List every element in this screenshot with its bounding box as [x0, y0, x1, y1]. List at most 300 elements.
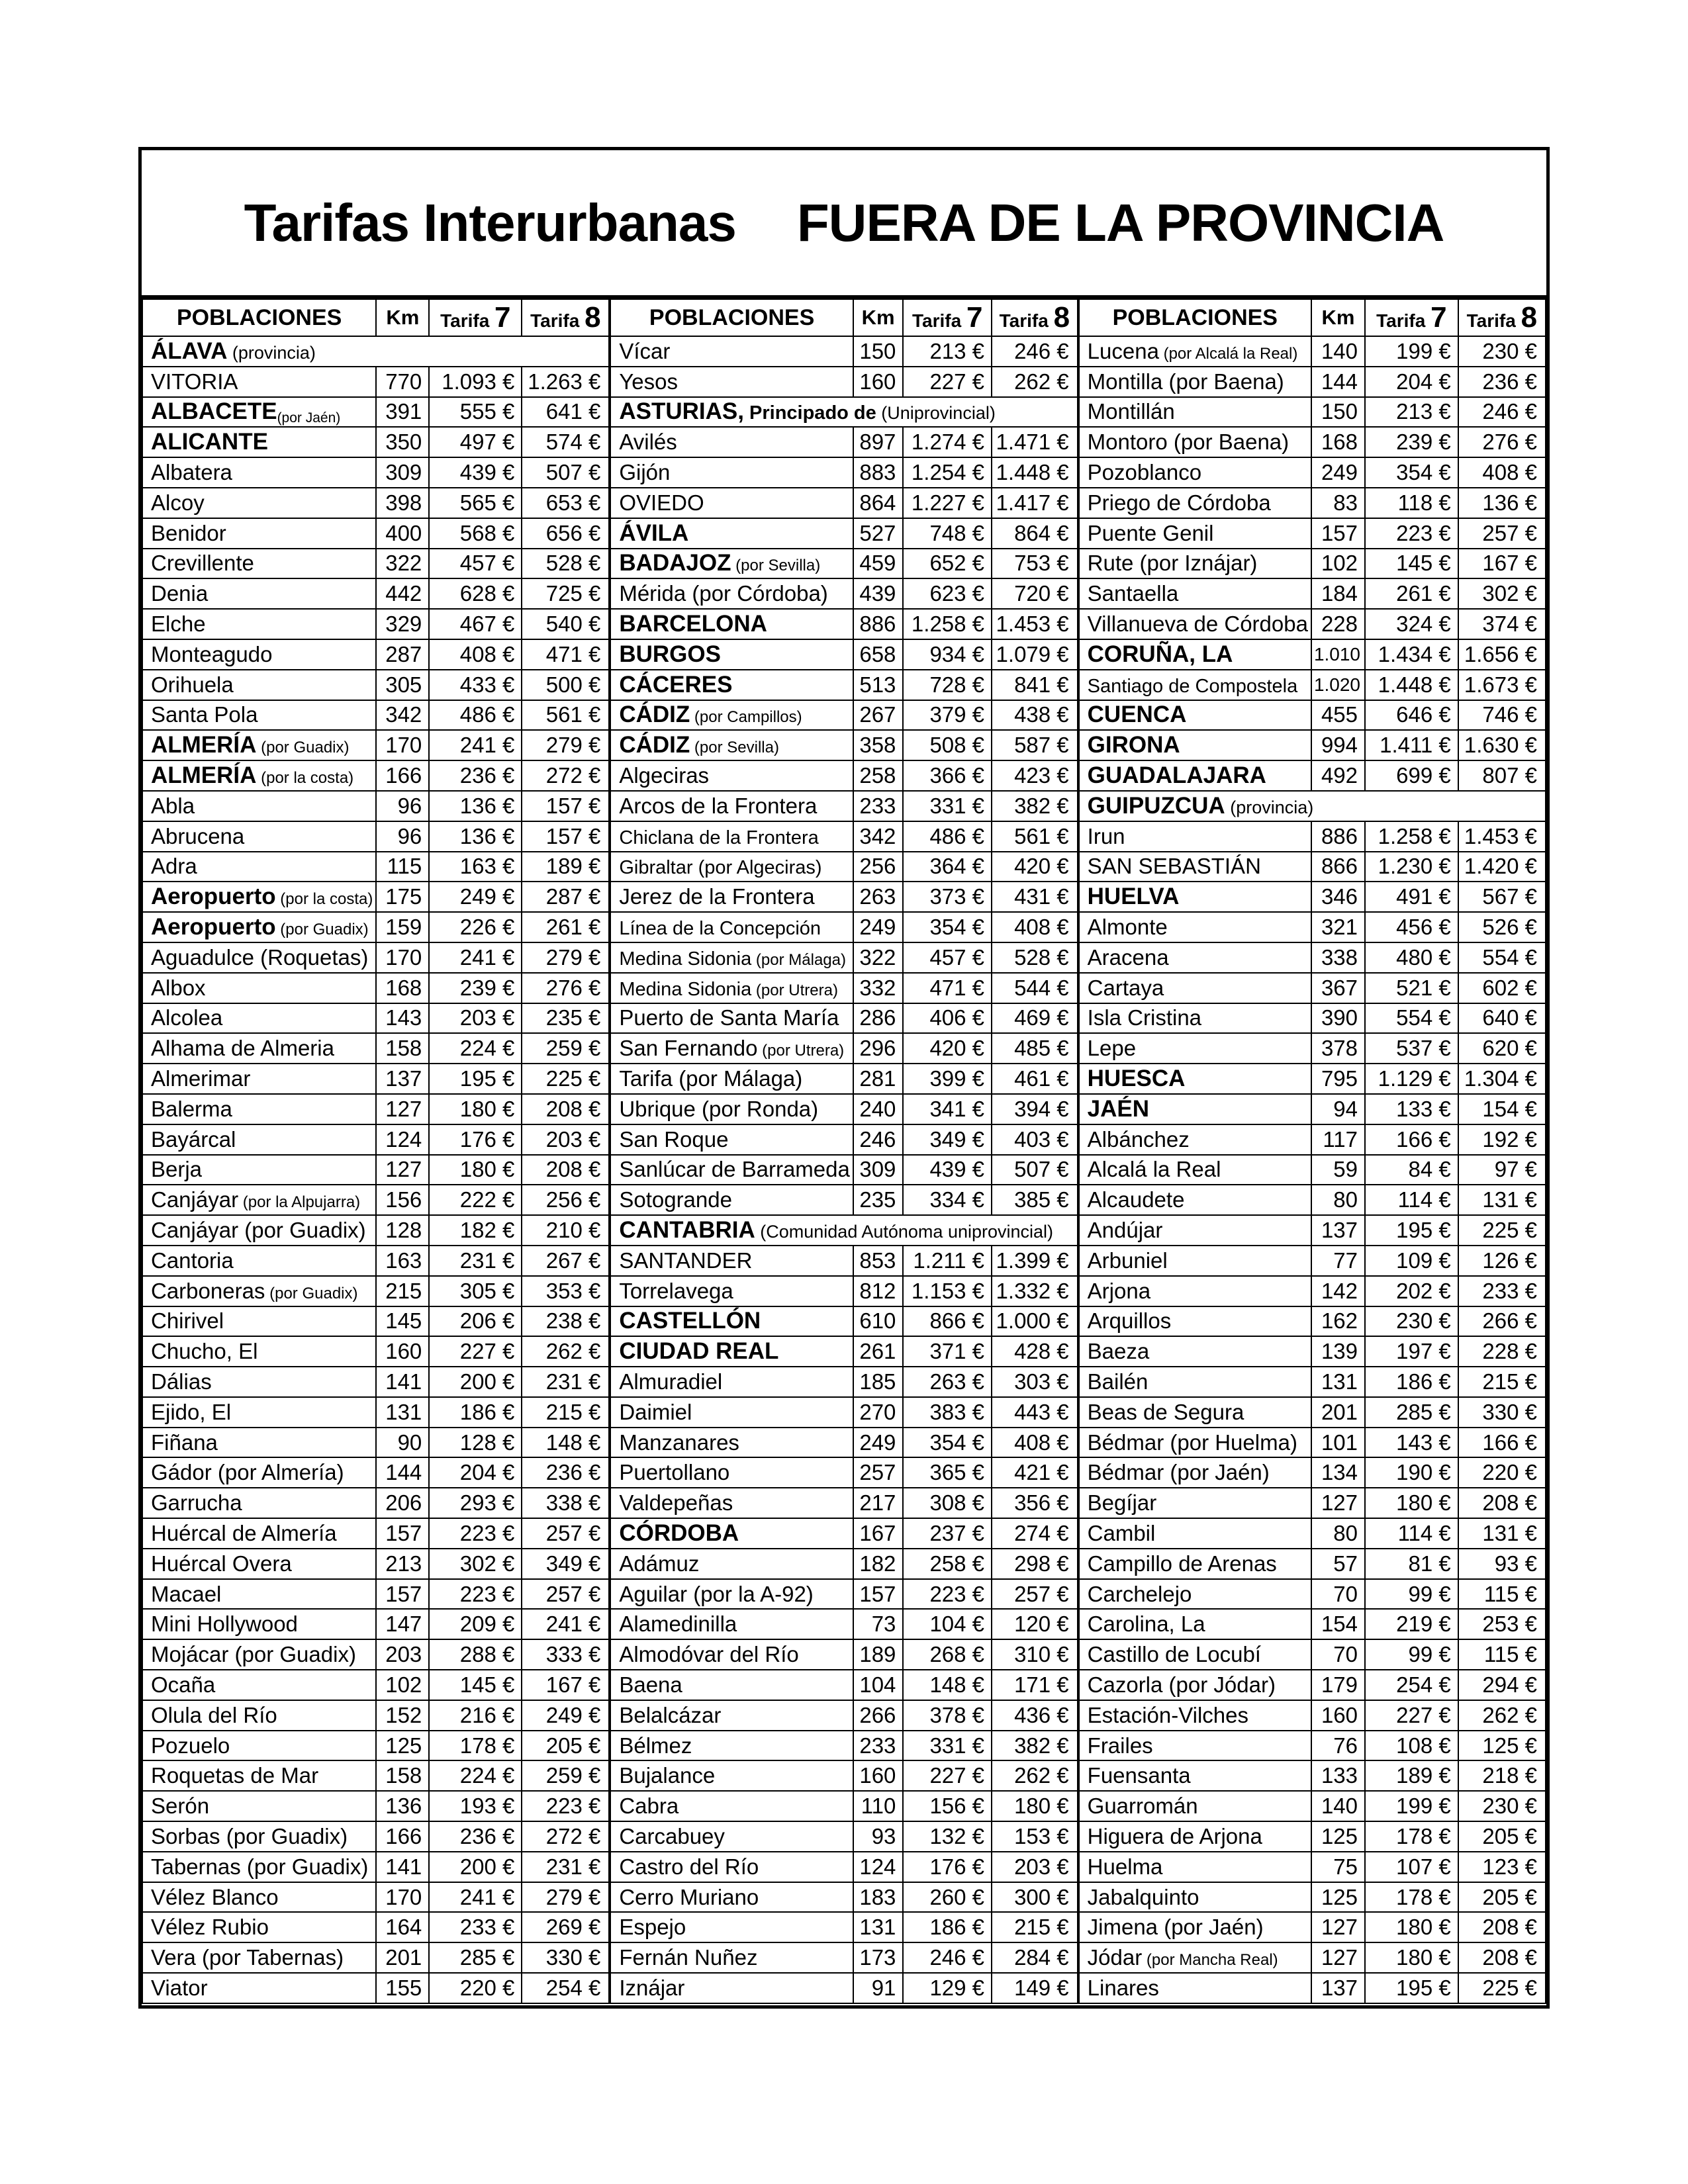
- km-cell: 391: [376, 397, 429, 428]
- tarifa7-cell: 176 €: [429, 1124, 522, 1155]
- table-row: [610, 367, 1077, 397]
- tarifa7-cell: 226 €: [429, 912, 522, 942]
- table-row: [142, 578, 609, 609]
- tarifa7-cell: 331 €: [903, 1731, 992, 1761]
- poblacion-cell: [142, 427, 376, 457]
- poblacion-name: Estación-Vilches: [1087, 1702, 1248, 1727]
- poblacion-note: (por Jaén): [277, 410, 341, 426]
- tarifa7-cell: 285 €: [1365, 1397, 1458, 1428]
- poblacion-cell: [142, 670, 376, 700]
- poblacion-name: Arbuniel: [1087, 1248, 1168, 1273]
- tarifa8-cell: 208 €: [1458, 1912, 1546, 1942]
- tarifa8-cell: 126 €: [1458, 1246, 1546, 1276]
- km-cell: 201: [1311, 1397, 1365, 1428]
- tarifa7-cell: 200 €: [429, 1852, 522, 1882]
- km-cell: 398: [376, 488, 429, 518]
- km-cell: 853: [853, 1246, 904, 1276]
- tarifa8-cell: 148 €: [522, 1428, 609, 1458]
- table-row: [610, 549, 1077, 579]
- tarifa7-cell: 1.258 €: [903, 609, 992, 639]
- table-row: [1079, 1124, 1546, 1155]
- tarifa8-cell: 1.453 €: [1458, 821, 1546, 852]
- table-row: [610, 1731, 1077, 1761]
- tarifa8-cell: 125 €: [1458, 1731, 1546, 1761]
- poblacion-name: Irun: [1087, 823, 1125, 848]
- tarifa8-cell: 507 €: [992, 1155, 1078, 1185]
- table-row: [1079, 882, 1546, 912]
- km-cell: 170: [376, 942, 429, 973]
- poblacion-note: (por Guadix): [275, 921, 369, 939]
- poblacion-cell: [142, 1942, 376, 1973]
- tarifa7-cell: 178 €: [1365, 1821, 1458, 1852]
- tarifa8-cell: 230 €: [1458, 1791, 1546, 1821]
- column-header-tarifa8: [992, 299, 1078, 336]
- poblacion-name: Linares: [1087, 1975, 1159, 2000]
- tarifa8-cell: 231 €: [522, 1367, 609, 1397]
- poblacion-cell: [1079, 367, 1311, 397]
- poblacion-name: Torrelavega: [619, 1278, 733, 1303]
- km-cell: 342: [376, 700, 429, 731]
- km-cell: 104: [853, 1670, 904, 1700]
- page-title: [142, 150, 1546, 298]
- poblacion-cell: [1079, 639, 1311, 670]
- poblacion-name: CÁCERES: [619, 671, 733, 698]
- tarifa7-cell: 114 €: [1365, 1518, 1458, 1549]
- table-row: [142, 488, 609, 518]
- poblacion-cell: [1079, 730, 1311, 760]
- tarifa7-cell: 180 €: [1365, 1942, 1458, 1973]
- poblacion-cell: [142, 1397, 376, 1428]
- poblacion-cell: [142, 488, 376, 518]
- tarifa8-cell: 233 €: [1458, 1276, 1546, 1306]
- tarifa7-cell: 457 €: [903, 942, 992, 973]
- table-row: [610, 518, 1077, 549]
- km-cell: 93: [853, 1821, 904, 1852]
- poblacion-cell: [1079, 1246, 1311, 1276]
- tarifa7-cell: 934 €: [903, 639, 992, 670]
- km-cell: 136: [376, 1791, 429, 1821]
- km-cell: 886: [853, 609, 904, 639]
- km-cell: 80: [1311, 1518, 1365, 1549]
- tarifa7-cell: 258 €: [903, 1549, 992, 1579]
- km-cell: 70: [1311, 1579, 1365, 1610]
- tarifa7-cell: 568 €: [429, 518, 522, 549]
- km-cell: 150: [1311, 397, 1365, 428]
- tarifa7-cell: 195 €: [1365, 1215, 1458, 1246]
- tarifa8-cell: 298 €: [992, 1549, 1078, 1579]
- table-row: [142, 1155, 609, 1185]
- table-row: [142, 730, 609, 760]
- column-header-row: [1079, 299, 1546, 336]
- poblacion-cell: [1079, 1094, 1311, 1124]
- poblacion-cell: [610, 1852, 853, 1882]
- poblacion-cell: [142, 973, 376, 1003]
- table-row: [1079, 1215, 1546, 1246]
- tarifa8-cell: 1.332 €: [992, 1276, 1078, 1306]
- km-cell: 134: [1311, 1457, 1365, 1488]
- km-cell: 131: [1311, 1367, 1365, 1397]
- poblacion-name: Castillo de Locubí: [1087, 1642, 1261, 1667]
- tarifa7-cell: 748 €: [903, 518, 992, 549]
- km-cell: 144: [376, 1457, 429, 1488]
- table-row: [610, 578, 1077, 609]
- km-cell: 442: [376, 578, 429, 609]
- table-row: [1079, 1094, 1546, 1124]
- poblacion-name: Alhama de Almeria: [151, 1036, 334, 1061]
- table-row: [1079, 1639, 1546, 1670]
- tarifa7-cell: 178 €: [1365, 1882, 1458, 1913]
- tarifa7-cell: 628 €: [429, 578, 522, 609]
- poblacion-name: Fiñana: [151, 1430, 218, 1455]
- km-cell: 157: [853, 1579, 904, 1610]
- tarifa8-cell: 471 €: [522, 639, 609, 670]
- poblacion-name: Mérida (por Córdoba): [619, 581, 828, 606]
- poblacion-name: Cambil: [1087, 1520, 1156, 1545]
- tarifa8-cell: 153 €: [992, 1821, 1078, 1852]
- tarifa7-cell: 178 €: [429, 1731, 522, 1761]
- tarifa8-cell: 220 €: [1458, 1457, 1546, 1488]
- poblacion-name: Espejo: [619, 1915, 686, 1940]
- km-cell: 281: [853, 1064, 904, 1094]
- km-cell: 897: [853, 427, 904, 457]
- poblacion-name: Serón: [151, 1794, 210, 1819]
- km-cell: 137: [376, 1064, 429, 1094]
- table-row: [610, 1033, 1077, 1064]
- tarifa8-cell: 276 €: [1458, 427, 1546, 457]
- poblacion-name: ALICANTE: [151, 429, 268, 455]
- document-sheet: [138, 147, 1550, 2009]
- table-row: [610, 1852, 1077, 1882]
- table-row: [1079, 1942, 1546, 1973]
- column-header-poblaciones: POBLACIONES: [1079, 299, 1311, 336]
- tarifa8-cell: 208 €: [1458, 1488, 1546, 1518]
- tarifa7-cell: 145 €: [429, 1670, 522, 1700]
- tarifa7-cell: 222 €: [429, 1185, 522, 1215]
- tarifa8-cell: 167 €: [1458, 549, 1546, 579]
- poblacion-cell: [142, 1124, 376, 1155]
- tarifa7-cell: 84 €: [1365, 1155, 1458, 1185]
- table-row: [142, 549, 609, 579]
- table-row: [142, 1064, 609, 1094]
- tarifa8-cell: 136 €: [1458, 488, 1546, 518]
- poblacion-name: Santa Pola: [151, 702, 258, 727]
- tarifa8-cell: 864 €: [992, 518, 1078, 549]
- tarifa8-cell: 485 €: [992, 1033, 1078, 1064]
- tarifa8-cell: 382 €: [992, 791, 1078, 821]
- tarifa8-cell: 1.399 €: [992, 1246, 1078, 1276]
- poblacion-name: Isla Cristina: [1087, 1005, 1202, 1030]
- tarifa7-cell: 204 €: [1365, 367, 1458, 397]
- poblacion-name: Sanlúcar de Barrameda: [619, 1157, 850, 1182]
- tarifa7-cell: 204 €: [429, 1457, 522, 1488]
- poblacion-cell: [610, 1639, 853, 1670]
- table-row: [142, 882, 609, 912]
- tarifa7-label: Tarifa: [1376, 310, 1431, 331]
- tarifa8-number: 8: [1053, 301, 1070, 334]
- poblacion-cell: [142, 639, 376, 670]
- tarifa8-cell: 720 €: [992, 578, 1078, 609]
- poblacion-name: Algeciras: [619, 763, 710, 788]
- poblacion-name: Bédmar (por Huelma): [1087, 1430, 1297, 1455]
- tarifa8-cell: 262 €: [992, 1760, 1078, 1791]
- tarifa7-cell: 230 €: [1365, 1306, 1458, 1337]
- tarifa8-cell: 235 €: [522, 1003, 609, 1034]
- fare-table-group-1: [142, 298, 610, 2004]
- tarifa7-cell: 263 €: [903, 1367, 992, 1397]
- tarifa7-cell: 104 €: [903, 1609, 992, 1639]
- poblacion-name: Denia: [151, 581, 209, 606]
- poblacion-cell: [1079, 1791, 1311, 1821]
- table-row: [1079, 1670, 1546, 1700]
- poblacion-cell: [1079, 1215, 1311, 1246]
- poblacion-cell: [1079, 336, 1311, 367]
- table-row: [610, 1185, 1077, 1215]
- poblacion-cell: [142, 1155, 376, 1185]
- poblacion-cell: [610, 578, 853, 609]
- tarifa8-cell: 279 €: [522, 942, 609, 973]
- km-cell: 883: [853, 457, 904, 488]
- tarifa7-cell: 467 €: [429, 609, 522, 639]
- poblacion-cell: [142, 397, 376, 428]
- tarifa7-cell: 197 €: [1365, 1336, 1458, 1367]
- table-row: [142, 1367, 609, 1397]
- poblacion-cell: [1079, 942, 1311, 973]
- table-row: [610, 700, 1077, 731]
- km-cell: 159: [376, 912, 429, 942]
- km-cell: 102: [376, 1670, 429, 1700]
- tarifa7-cell: 180 €: [429, 1094, 522, 1124]
- poblacion-name: Sotogrande: [619, 1187, 732, 1212]
- table-row: [1079, 1760, 1546, 1791]
- poblacion-name: Belalcázar: [619, 1702, 722, 1727]
- tarifa7-cell: 497 €: [429, 427, 522, 457]
- poblacion-name: CIUDAD REAL: [619, 1338, 779, 1365]
- table-row: [142, 1518, 609, 1549]
- tarifa8-cell: 254 €: [522, 1973, 609, 2003]
- poblacion-note: (Uniprovincial): [876, 403, 996, 424]
- poblacion-name: SANTANDER: [619, 1248, 753, 1273]
- poblacion-cell: [610, 367, 853, 397]
- table-row: [1079, 1064, 1546, 1094]
- km-cell: 76: [1311, 1731, 1365, 1761]
- poblacion-cell: [610, 1124, 853, 1155]
- poblacion-cell: [142, 882, 376, 912]
- tarifa7-cell: 1.254 €: [903, 457, 992, 488]
- km-cell: 367: [1311, 973, 1365, 1003]
- km-cell: 246: [853, 1124, 904, 1155]
- table-row: [142, 1821, 609, 1852]
- tarifa7-cell: 143 €: [1365, 1428, 1458, 1458]
- km-cell: 101: [1311, 1428, 1365, 1458]
- tarifa8-cell: 443 €: [992, 1397, 1078, 1428]
- tarifa8-cell: 1.630 €: [1458, 730, 1546, 760]
- tarifa7-cell: 1.129 €: [1365, 1064, 1458, 1094]
- km-cell: 235: [853, 1185, 904, 1215]
- km-cell: 173: [853, 1942, 904, 1973]
- tarifa7-cell: 260 €: [903, 1882, 992, 1913]
- poblacion-cell: [610, 1094, 853, 1124]
- poblacion-name: GUIPUZCUA: [1087, 792, 1225, 819]
- tarifa8-cell: 330 €: [522, 1942, 609, 1973]
- tarifa7-cell: 239 €: [429, 973, 522, 1003]
- poblacion-name: Vélez Blanco: [151, 1884, 279, 1909]
- km-cell: 150: [853, 336, 904, 367]
- poblacion-note: (provincia): [1225, 797, 1314, 817]
- tarifa8-cell: 272 €: [522, 760, 609, 791]
- poblacion-cell: [142, 1821, 376, 1852]
- poblacion-note: (por Utrera): [757, 1042, 845, 1060]
- km-cell: 296: [853, 1033, 904, 1064]
- tarifa7-cell: 227 €: [429, 1336, 522, 1367]
- poblacion-name: Lepe: [1087, 1036, 1137, 1061]
- km-cell: 125: [1311, 1821, 1365, 1852]
- poblacion-cell: [142, 1094, 376, 1124]
- poblacion-cell: [142, 1518, 376, 1549]
- tarifa8-cell: 1.471 €: [992, 427, 1078, 457]
- poblacion-cell: [142, 1064, 376, 1094]
- poblacion-name: CÓRDOBA: [619, 1520, 739, 1546]
- km-cell: 170: [376, 730, 429, 760]
- tarifa8-cell: 279 €: [522, 730, 609, 760]
- poblacion-name: Aguadulce (Roquetas): [151, 944, 369, 970]
- km-cell: 137: [1311, 1215, 1365, 1246]
- tarifa8-cell: 284 €: [992, 1942, 1078, 1973]
- poblacion-name: Huércal Overa: [151, 1551, 292, 1576]
- poblacion-cell: [1079, 1639, 1311, 1670]
- tarifa8-cell: 269 €: [522, 1912, 609, 1942]
- poblacion-cell: [142, 1791, 376, 1821]
- tarifa7-cell: 1.448 €: [1365, 670, 1458, 700]
- tarifa8-cell: 203 €: [992, 1852, 1078, 1882]
- km-cell: 158: [376, 1760, 429, 1791]
- tarifa8-cell: 567 €: [1458, 882, 1546, 912]
- poblacion-cell: [610, 912, 853, 942]
- tarifa7-cell: 202 €: [1365, 1276, 1458, 1306]
- poblacion-name: CÁDIZ: [619, 702, 690, 728]
- km-cell: 309: [853, 1155, 904, 1185]
- poblacion-cell: [610, 1973, 853, 2003]
- tarifa7-cell: 302 €: [429, 1549, 522, 1579]
- table-row: [142, 518, 609, 549]
- poblacion-cell: [1079, 1549, 1311, 1579]
- poblacion-cell: [1079, 1821, 1311, 1852]
- poblacion-cell: [610, 821, 853, 852]
- km-cell: 139: [1311, 1336, 1365, 1367]
- tarifa7-cell: 1.274 €: [903, 427, 992, 457]
- tarifa7-cell: 646 €: [1365, 700, 1458, 731]
- poblacion-name: Lucena: [1087, 338, 1159, 363]
- tarifa7-cell: 480 €: [1365, 942, 1458, 973]
- poblacion-cell: [610, 942, 853, 973]
- tarifa8-cell: 192 €: [1458, 1124, 1546, 1155]
- tarifa8-cell: 166 €: [1458, 1428, 1546, 1458]
- tarifa7-cell: 213 €: [903, 336, 992, 367]
- province-span-row: [142, 336, 609, 367]
- tarifa7-cell: 728 €: [903, 670, 992, 700]
- km-cell: 182: [853, 1549, 904, 1579]
- tarifa7-cell: 182 €: [429, 1215, 522, 1246]
- column-header-poblaciones: POBLACIONES: [610, 299, 853, 336]
- tarifa8-cell: 93 €: [1458, 1549, 1546, 1579]
- tarifa7-cell: 379 €: [903, 700, 992, 731]
- poblacion-cell: [142, 700, 376, 731]
- poblacion-note: (por Utrera): [751, 981, 838, 999]
- km-cell: 455: [1311, 700, 1365, 731]
- tarifa7-cell: 136 €: [429, 791, 522, 821]
- table-row: [1079, 1457, 1546, 1488]
- table-row: [610, 1609, 1077, 1639]
- km-cell: 57: [1311, 1549, 1365, 1579]
- tarifa8-cell: 276 €: [522, 973, 609, 1003]
- tarifa7-cell: 555 €: [429, 397, 522, 428]
- poblacion-cell: [1079, 1155, 1311, 1185]
- table-row: [1079, 730, 1546, 760]
- poblacion-cell: [1079, 1033, 1311, 1064]
- poblacion-cell: [1079, 578, 1311, 609]
- km-cell: 350: [376, 427, 429, 457]
- tarifa7-cell: 366 €: [903, 760, 992, 791]
- table-row: [610, 1488, 1077, 1518]
- poblacion-name: Bédmar (por Jaén): [1087, 1460, 1270, 1485]
- poblacion-cell: [610, 1942, 853, 1973]
- poblacion-cell: [1079, 1912, 1311, 1942]
- km-cell: 866: [1311, 852, 1365, 882]
- table-row: [142, 609, 609, 639]
- km-cell: 75: [1311, 1852, 1365, 1882]
- table-row: [1079, 336, 1546, 367]
- poblacion-name: Bujalance: [619, 1763, 716, 1788]
- km-cell: 321: [1311, 912, 1365, 942]
- tarifa8-cell: 310 €: [992, 1639, 1078, 1670]
- km-cell: 125: [376, 1731, 429, 1761]
- table-row: [610, 1336, 1077, 1367]
- tarifa8-cell: 544 €: [992, 973, 1078, 1003]
- table-row: [610, 457, 1077, 488]
- tarifa8-cell: 1.673 €: [1458, 670, 1546, 700]
- poblacion-name: Almonte: [1087, 915, 1168, 940]
- table-row: [142, 397, 609, 428]
- poblacion-name: Almuradiel: [619, 1369, 723, 1394]
- tarifa8-cell: 300 €: [992, 1882, 1078, 1913]
- table-row: [610, 791, 1077, 821]
- tarifa7-cell: 486 €: [903, 821, 992, 852]
- poblacion-cell: [610, 730, 853, 760]
- table-row: [1079, 912, 1546, 942]
- poblacion-cell: [1079, 1579, 1311, 1610]
- tarifa8-cell: 620 €: [1458, 1033, 1546, 1064]
- tarifa8-cell: 230 €: [1458, 336, 1546, 367]
- tarifa8-cell: 257 €: [1458, 518, 1546, 549]
- poblacion-name: Medina Sidonia: [619, 978, 752, 1000]
- table-row: [142, 1428, 609, 1458]
- poblacion-name: Mini Hollywood: [151, 1612, 298, 1637]
- tarifa8-number: 8: [1521, 301, 1538, 334]
- poblacion-name: Almodóvar del Río: [619, 1642, 799, 1667]
- poblacion-name: CASTELLÓN: [619, 1308, 761, 1334]
- poblacion-name: Canjáyar (por Guadix): [151, 1218, 366, 1242]
- poblacion-cell: [1079, 1064, 1311, 1094]
- km-cell: 309: [376, 457, 429, 488]
- poblacion-name: Berja: [151, 1157, 203, 1182]
- tarifa7-cell: 354 €: [903, 912, 992, 942]
- table-row: [142, 1760, 609, 1791]
- poblacion-cell: [1079, 1488, 1311, 1518]
- tarifa8-cell: 353 €: [522, 1276, 609, 1306]
- poblacion-note: (por Campillos): [690, 708, 802, 727]
- table-row: [1079, 578, 1546, 609]
- tarifa8-cell: 115 €: [1458, 1579, 1546, 1610]
- poblacion-name: Vera (por Tabernas): [151, 1945, 344, 1970]
